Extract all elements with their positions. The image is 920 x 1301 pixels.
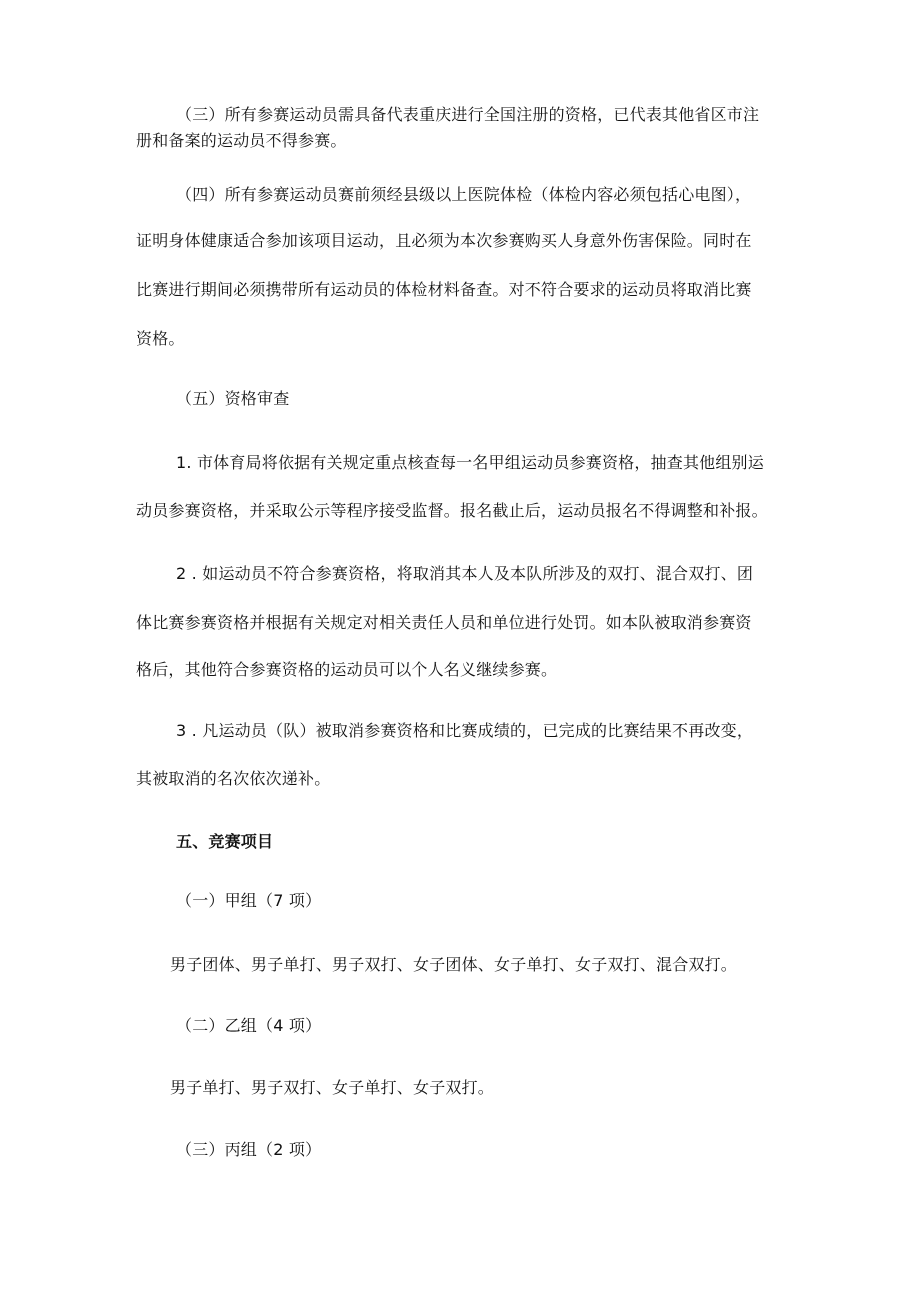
group-c-label: （三）丙组（2 项）: [176, 1140, 322, 1159]
clause-3-line-1: （三）所有参赛运动员需具备代表重庆进行全国注册的资格，已代表其他省区市注: [176, 105, 760, 124]
clause-4-line-3: 比赛进行期间必须携带所有运动员的体检材料备查。对不符合要求的运动员将取消比赛: [136, 280, 752, 299]
section-5-heading: 五、竞赛项目: [176, 832, 274, 851]
clause-4-line-4: 资格。: [136, 329, 185, 348]
clause-5-item-1-line-1: 1. 市体育局将依据有关规定重点核查每一名甲组运动员参赛资格，抽查其他组别运: [176, 453, 764, 472]
group-a-label: （一）甲组（7 项）: [176, 891, 322, 910]
clause-4-line-2: 证明身体健康适合参加该项目运动，且必须为本次参赛购买人身意外伤害保险。同时在: [136, 231, 752, 250]
group-b-label: （二）乙组（4 项）: [176, 1016, 322, 1035]
clause-5-item-3-line-2: 其被取消的名次依次递补。: [136, 769, 331, 788]
clause-3-line-2: 册和备案的运动员不得参赛。: [136, 131, 347, 150]
clause-5-heading: （五）资格审查: [176, 389, 290, 408]
clause-5-item-1-line-2: 动员参赛资格，并采取公示等程序接受监督。报名截止后，运动员报名不得调整和补报。: [136, 501, 768, 520]
clause-4-line-1: （四）所有参赛运动员赛前须经县级以上医院体检（体检内容必须包括心电图），: [176, 185, 752, 204]
clause-5-item-2-line-1: 2 . 如运动员不符合参赛资格，将取消其本人及本队所涉及的双打、混合双打、团: [176, 564, 754, 583]
group-a-events: 男子团体、男子单打、男子双打、女子团体、女子单打、女子双打、混合双打。: [170, 955, 738, 974]
clause-5-item-3-line-1: 3 . 凡运动员（队）被取消参赛资格和比赛成绩的，已完成的比赛结果不再改变，: [176, 721, 754, 740]
clause-5-item-2-line-2: 体比赛参赛资格并根据有关规定对相关责任人员和单位进行处罚。如本队被取消参赛资: [136, 613, 752, 632]
clause-5-item-2-line-3: 格后，其他符合参赛资格的运动员可以个人名义继续参赛。: [136, 660, 558, 679]
group-b-events: 男子单打、男子双打、女子单打、女子双打。: [170, 1078, 495, 1097]
